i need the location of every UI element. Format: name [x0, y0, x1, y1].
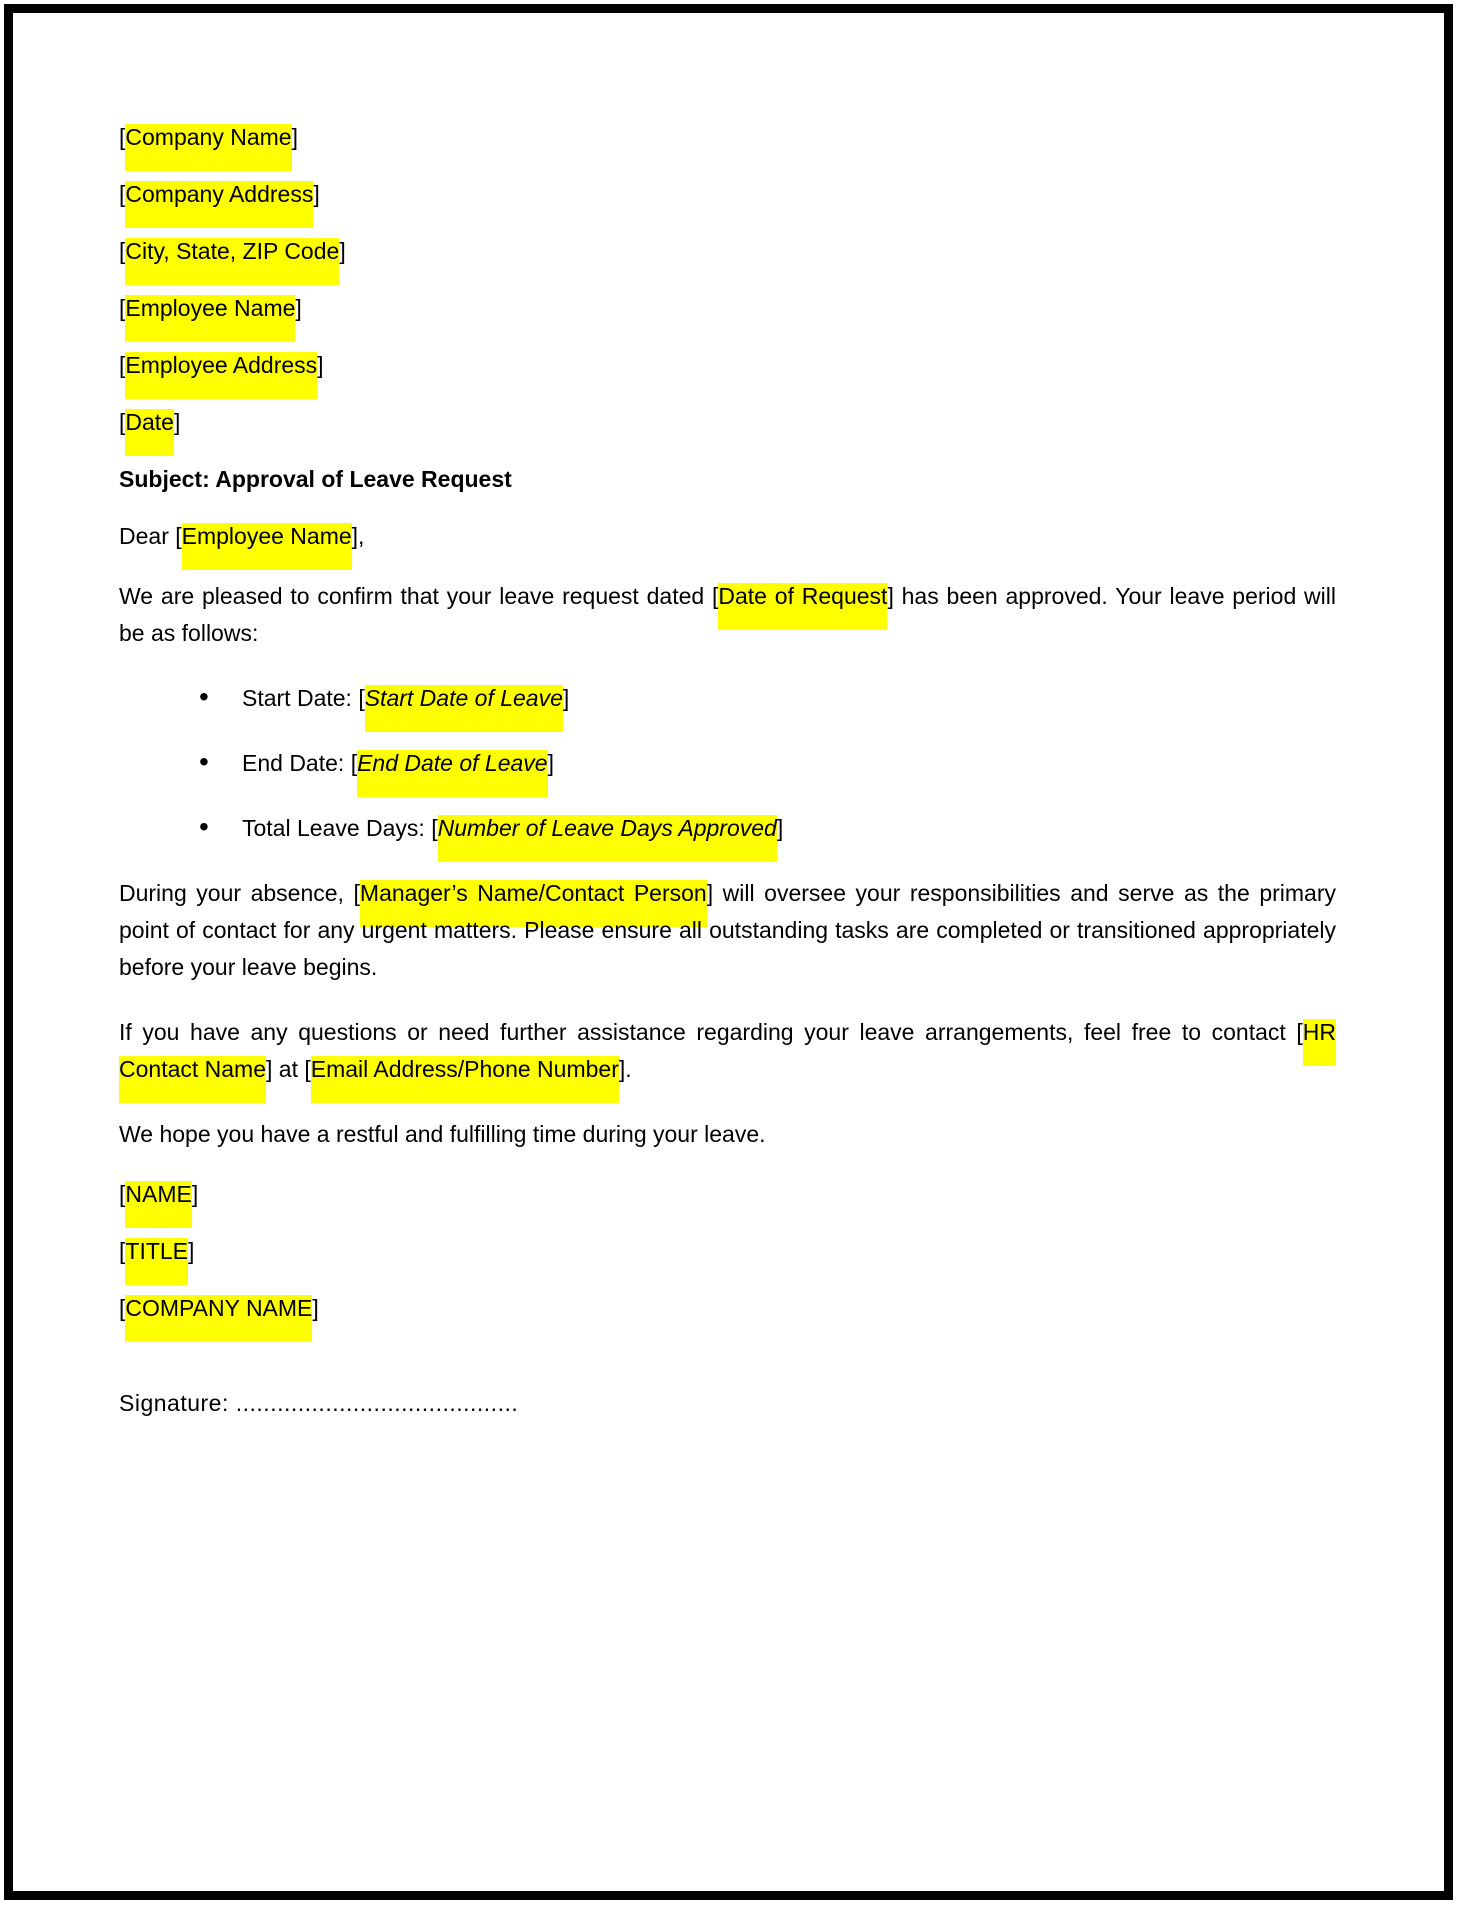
bracket-open: [ [119, 352, 126, 378]
bracket-close: ] [291, 124, 298, 150]
paragraph2-pre: During your absence, [ [119, 880, 360, 906]
placeholder-end-date: End Date of Leave [357, 750, 548, 776]
signoff-line-title [119, 1233, 1336, 1270]
placeholder-signoff-title: TITLE [125, 1238, 189, 1264]
placeholder-date: Date [125, 409, 174, 435]
bullet-label: End Date: [242, 750, 351, 776]
bracket-open: [ [119, 238, 126, 264]
bracket-close: ] [173, 409, 181, 435]
bracket-close: ] [188, 1238, 195, 1264]
greeting-pre: Dear [ [119, 523, 182, 549]
paragraph3-mid: ] at [ [266, 1056, 311, 1082]
header-line-city-state-zip [119, 233, 1336, 270]
paragraph-leave-approved [119, 578, 1336, 652]
letter-content [13, 13, 1336, 1422]
placeholder-city-state-zip: City, State, ZIP Code [125, 238, 340, 264]
bracket-close: ] [339, 238, 346, 264]
bracket-close: ] [295, 295, 302, 321]
paragraph3-pre: If you have any questions or need further assistance regarding your leave arrangements, feel free to contact [ [119, 1019, 1303, 1045]
signoff-line-company [119, 1290, 1336, 1327]
placeholder-email-phone: Email Address/Phone Number [310, 1056, 619, 1082]
paragraph-well-wishes: We hope you have a restful and fulfilling time during your leave. [119, 1121, 766, 1147]
list-item-start-date [119, 680, 1336, 717]
bracket-close: ] [776, 815, 784, 841]
placeholder-signoff-name: NAME [125, 1181, 192, 1207]
header-line-company-name [119, 119, 1336, 156]
placeholder-start-date: Start Date of Leave [364, 685, 563, 711]
header-line-company-address [119, 176, 1336, 213]
header-line-employee-address [119, 347, 1336, 384]
bracket-open: [ [358, 685, 365, 711]
paragraph1-pre: We are pleased to confirm that your leave request dated [ [119, 583, 719, 609]
signature-line [119, 1385, 1336, 1422]
paragraph3-post: ]. [618, 1056, 632, 1082]
bracket-open: [ [119, 1238, 126, 1264]
bracket-close: ] [317, 352, 324, 378]
bullet-label: Start Date: [242, 685, 359, 711]
placeholder-employee-name: Employee Name [125, 295, 296, 321]
bracket-open: [ [431, 815, 438, 841]
header-line-employee-name [119, 290, 1336, 327]
subject-line: Subject: Approval of Leave Request [119, 466, 512, 492]
bracket-open: [ [119, 181, 126, 207]
signature-dots: ......................................... [235, 1390, 519, 1416]
bracket-open: [ [119, 124, 126, 150]
placeholder-total-leave-days: Number of Leave Days Approved [437, 815, 777, 841]
signoff-line-name [119, 1176, 1336, 1213]
bullet-label: Total Leave Days: [242, 815, 432, 841]
placeholder-company-name: Company Name [125, 124, 292, 150]
header-line-date [119, 404, 1336, 441]
paragraph-questions-contact [119, 1014, 1336, 1088]
bracket-open: [ [350, 750, 358, 776]
placeholder-greeting-employee-name: Employee Name [181, 523, 352, 549]
placeholder-date-of-request: Date of Request [718, 583, 888, 609]
bracket-close: ] [562, 685, 570, 711]
bracket-close: ] [191, 1181, 199, 1207]
greeting-post: ], [351, 523, 365, 549]
bracket-close: ] [547, 750, 554, 776]
bracket-close: ] [312, 1295, 319, 1321]
bracket-close: ] [313, 181, 320, 207]
paragraph1-post: ] has been approved. Your leave period will be as follows: [119, 583, 1336, 646]
placeholder-manager-name: Manager’s Name/Contact Person [359, 880, 707, 906]
greeting-line [119, 518, 1336, 555]
list-item-end-date [119, 745, 1336, 782]
signature-label: Signature: [119, 1390, 236, 1416]
bracket-open: [ [119, 409, 126, 435]
paragraph2-post: ] will oversee your responsibilities and serve as the primary point of contact for any urgent matters. Please ensure all outstanding tasks are completed or transitioned appropriately before your leave begins. [119, 880, 1336, 980]
placeholder-hr-contact-name: HR Contact Name [119, 1019, 1336, 1082]
placeholder-signoff-company: COMPANY NAME [125, 1295, 313, 1321]
placeholder-company-address: Company Address [125, 181, 314, 207]
leave-details-list [119, 680, 1336, 847]
paragraph-absence-coverage [119, 875, 1336, 986]
bracket-open: [ [119, 295, 126, 321]
placeholder-employee-address: Employee Address [125, 352, 318, 378]
bracket-open: [ [119, 1181, 126, 1207]
list-item-total-leave-days [119, 810, 1336, 847]
bracket-open: [ [119, 1295, 126, 1321]
